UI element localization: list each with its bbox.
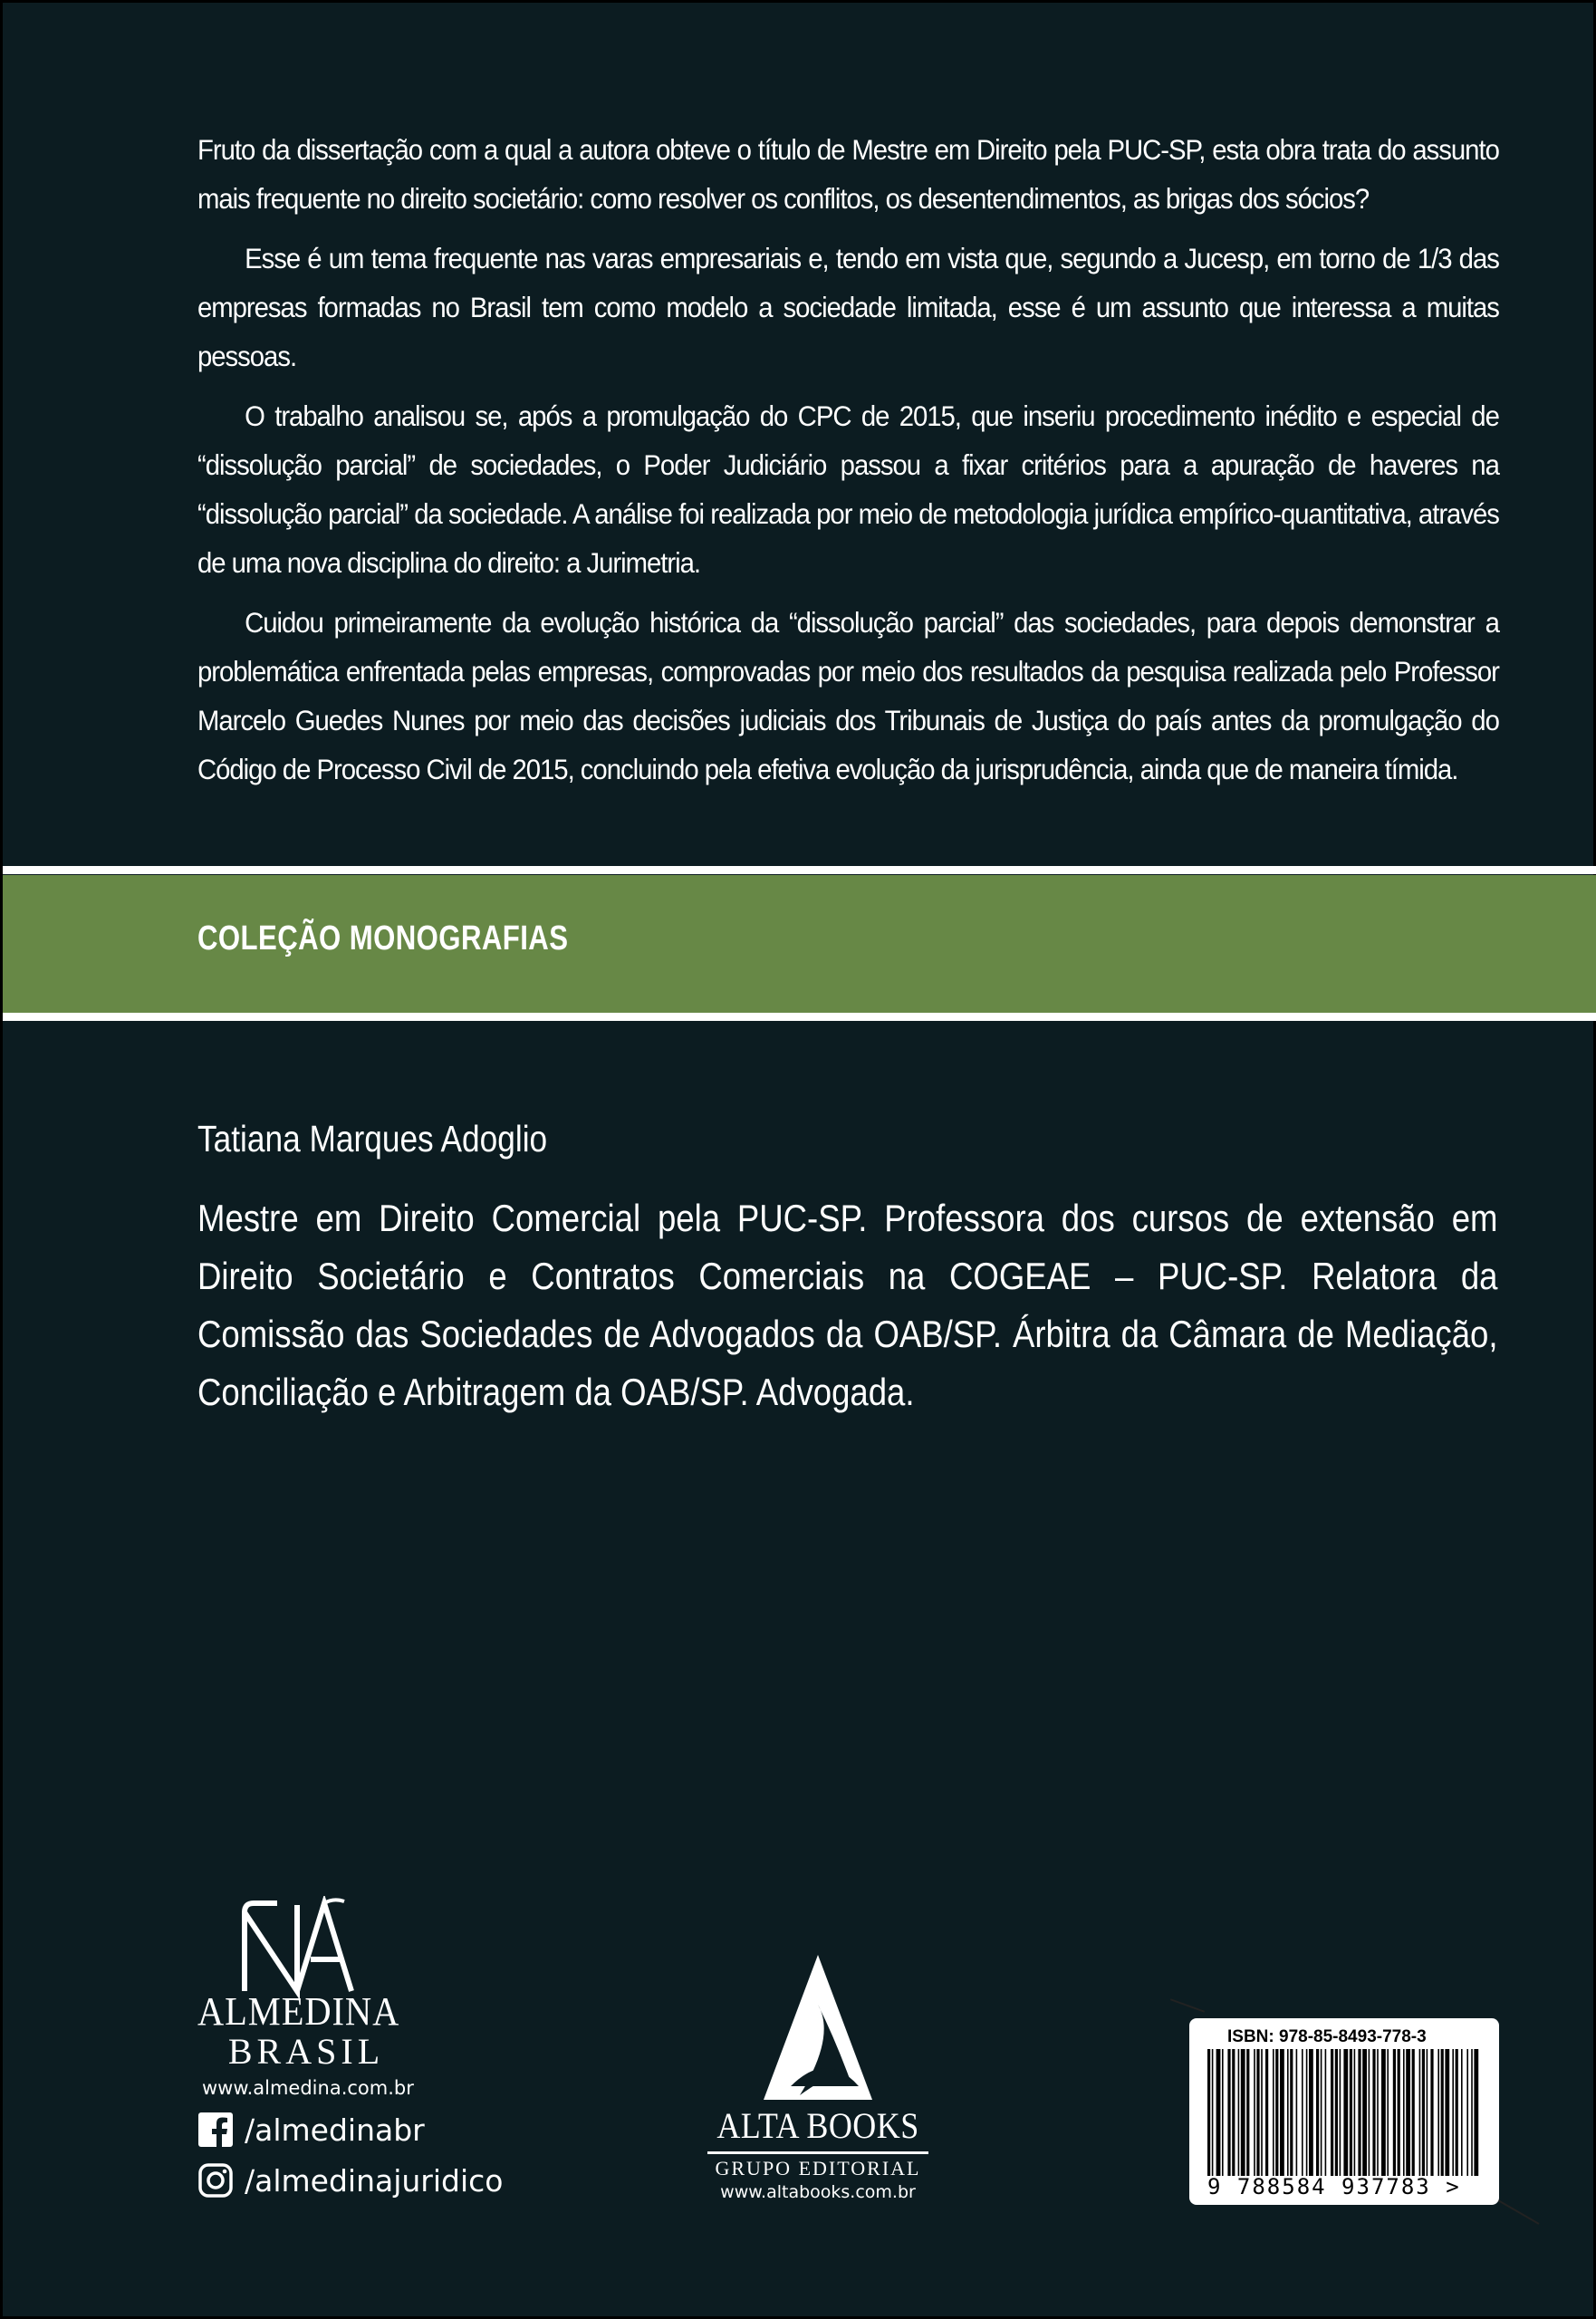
barcode-bar [1387, 2049, 1389, 2176]
instagram-handle: /almedinajuridico [245, 2162, 504, 2199]
barcode-bar [1369, 2049, 1370, 2176]
isbn-digits: 9 788584 937783 > [1207, 2174, 1461, 2199]
instagram-link[interactable] [197, 2160, 503, 2200]
barcode-bar [1441, 2049, 1444, 2176]
synopsis-paragraph-2: Esse é um tema frequente nas varas empresariais e, tendo em vista que, segundo a Jucesp, em torno de 1/3 das empresas formadas no Brasil tem como modelo a sociedade limitada, esse é um assunto que interessa a muitas pessoas. [197, 242, 1499, 372]
barcode-bar [1358, 2049, 1360, 2176]
barcode-bar [1287, 2049, 1289, 2176]
barcode-bar [1461, 2049, 1463, 2176]
barcode-bar [1302, 2049, 1303, 2176]
barcode-bar [1427, 2049, 1428, 2176]
barcode-bar [1398, 2049, 1400, 2176]
barcode-bar [1238, 2049, 1240, 2176]
synopsis-paragraph-3: O trabalho analisou se, após a promulgação do CPC de 2015, que inseriu procedimento inédito e especial de “dissolução parcial” de sociedades, o Poder Judiciário passou a fixar critérios para a apuração de haveres na “dissolução parcial” da sociedade. A análise foi realizada por meio de metodologia jurídica empírico-quantitativa, através de uma nova disciplina do direito: a Jurimetria. [197, 399, 1499, 579]
almedina-url[interactable]: www.almedina.com.br [202, 2077, 414, 2099]
barcode-bar [1212, 2049, 1214, 2176]
almedina-name: ALMEDINA [197, 1989, 400, 2034]
barcode-bar [1222, 2049, 1224, 2176]
barcode-bar [1254, 2049, 1255, 2176]
alta-books-url[interactable]: www.altabooks.com.br [720, 2182, 916, 2202]
barcode-bar [1430, 2049, 1433, 2176]
barcode-bar [1474, 2049, 1478, 2176]
author-name: Tatiana Marques Adoglio [197, 1118, 548, 1160]
isbn-label: ISBN: 978-85-8493-778-3 [1227, 2027, 1427, 2046]
barcode-bar [1296, 2049, 1298, 2176]
barcode-bar [1335, 2049, 1338, 2176]
collection-title: COLEÇÃO MONOGRAFIAS [197, 919, 569, 957]
barcode-bar [1261, 2049, 1263, 2176]
barcode [1200, 2049, 1488, 2176]
barcode-bar [1412, 2049, 1415, 2176]
barcode-bar [1362, 2049, 1367, 2176]
crop-mark [1170, 1998, 1205, 2013]
barcode-bar [1331, 2049, 1333, 2176]
barcode-bar [1406, 2049, 1410, 2176]
barcode-bar [1343, 2049, 1348, 2176]
alta-books-name: ALTA BOOKS [716, 2105, 919, 2146]
author-bio-block [197, 1189, 1499, 1421]
barcode-bar [1456, 2049, 1458, 2176]
barcode-bar [1452, 2049, 1454, 2176]
barcode-bar [1340, 2049, 1341, 2176]
band-bottom-rule [3, 1013, 1596, 1021]
barcode-bar [1354, 2049, 1356, 2176]
barcode-bar [1241, 2049, 1245, 2176]
alta-books-rule [707, 2151, 928, 2154]
barcode-bar [1309, 2049, 1313, 2176]
barcode-bar [1381, 2049, 1386, 2176]
facebook-handle: /almedinabr [245, 2112, 425, 2148]
barcode-bar [1227, 2049, 1230, 2176]
synopsis [197, 125, 1499, 804]
barcode-bar [1445, 2049, 1449, 2176]
barcode-bar [1306, 2049, 1308, 2176]
facebook-link[interactable] [197, 2110, 425, 2150]
almedina-na-logo-icon [234, 1896, 361, 2000]
barcode-bar [1403, 2049, 1405, 2176]
alta-books-sub: GRUPO EDITORIAL [715, 2157, 921, 2179]
barcode-bar [1466, 2049, 1468, 2176]
barcode-bar [1216, 2049, 1221, 2176]
author-bio: Mestre em Direito Comercial pela PUC-SP. Professora dos cursos de extensão em Direito Societário e Contratos Comerciais na COGEAE – PUC-SP. Relatora da Comissão das Sociedades de Advogados da OAB/SP. Árbitra da Câmara de Mediação, Conciliação e Arbitragem da OAB/SP. Advogada. [197, 1197, 1498, 1413]
instagram-icon [197, 2162, 234, 2199]
barcode-bar [1232, 2049, 1235, 2176]
barcode-bar [1207, 2049, 1210, 2176]
barcode-bar [1275, 2049, 1278, 2176]
synopsis-paragraph-1: Fruto da dissertação com a qual a autora obteve o título de Mestre em Direito pela PUC-SP, esta obra trata do assunto mais frequente no direito societário: como resolver os conflitos, os desentendimentos, as brigas dos sócios? [197, 133, 1499, 215]
barcode-bar [1246, 2049, 1249, 2176]
barcode-bar [1350, 2049, 1352, 2176]
almedina-sub: BRASIL [227, 2031, 385, 2072]
barcode-bar [1437, 2049, 1439, 2176]
barcode-bar [1256, 2049, 1259, 2176]
barcode-bar [1422, 2049, 1425, 2176]
facebook-icon [197, 2112, 234, 2148]
barcode-bar [1393, 2049, 1396, 2176]
barcode-bar [1377, 2049, 1379, 2176]
barcode-bar [1325, 2049, 1327, 2176]
synopsis-paragraph-4: Cuidou primeiramente da evolução histórica da “dissolução parcial” das sociedades, para depois demonstrar a problemática enfrentada pelas empresas, comprovadas por meio dos resultados da pesquisa realizada pelo Professor Marcelo Guedes Nunes por meio das decisões judiciais dos Tribunais de Justiça do país antes da promulgação do Código de Processo Civil de 2015, concluindo pela efetiva evolução da jurisprudência, ainda que de maneira tímida. [197, 606, 1499, 785]
barcode-bar [1419, 2049, 1421, 2176]
isbn-barcode-box [1189, 2018, 1499, 2205]
alta-books-triangle-logo-icon [700, 1950, 936, 2104]
barcode-bar [1280, 2049, 1284, 2176]
barcode-bar [1316, 2049, 1319, 2176]
band-top-rule [3, 866, 1596, 874]
barcode-bar [1273, 2049, 1274, 2176]
barcode-bar [1471, 2049, 1473, 2176]
barcode-bar [1290, 2049, 1293, 2176]
barcode-bar [1321, 2049, 1322, 2176]
barcode-bar [1265, 2049, 1268, 2176]
barcode-bar [1372, 2049, 1375, 2176]
